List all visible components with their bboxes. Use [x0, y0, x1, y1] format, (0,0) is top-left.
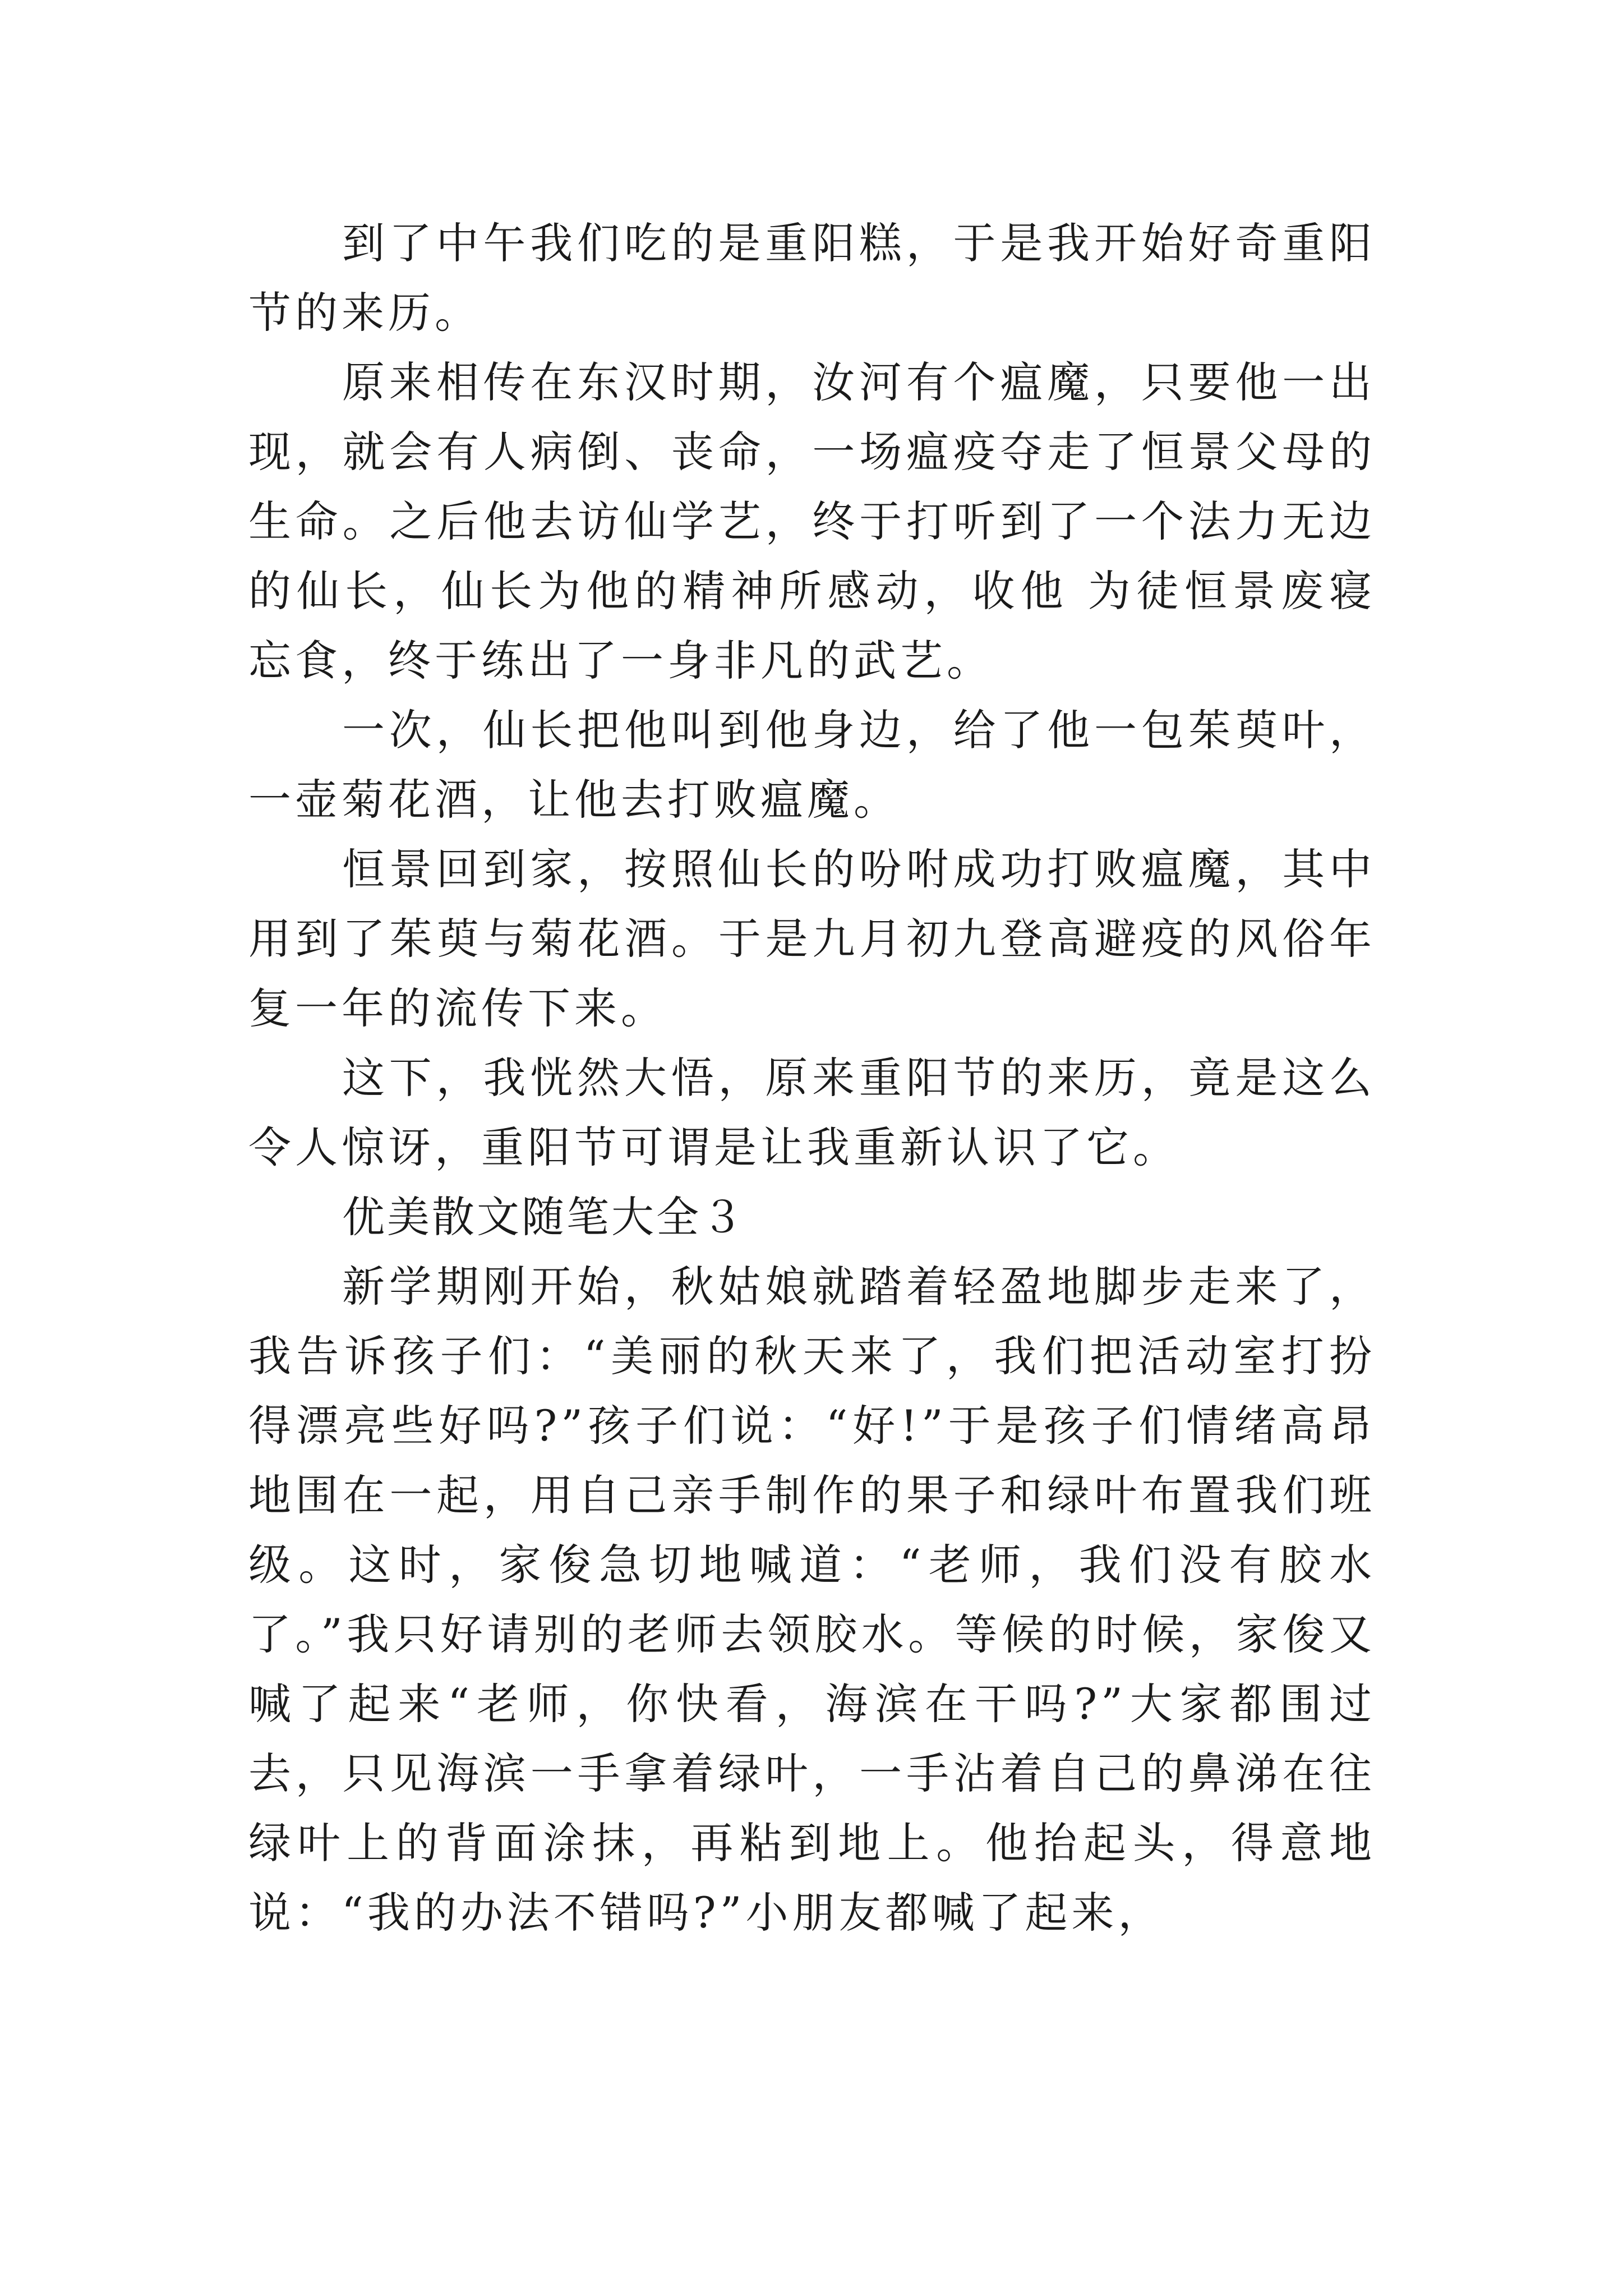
section-heading: 优美散文随笔大全３	[342, 1192, 746, 1242]
paragraph-legend-origin: 原来相传在东汉时期，汝河有个瘟魔，只要他一出现，就会有人病倒、丧命，一场瘟疫夺走了恒景父母的生命。之后他去访仙学艺，终于打听到了一个法力无边的仙长，仙长为他的精神所感动，收他 为徒恒景废寝忘食，终于练出了一身非凡的武艺。	[248, 357, 1376, 685]
paragraph-autumn-classroom: 新学期刚开始，秋姑娘就踏着轻盈地脚步走来了，我告诉孩子们：“美丽的秋天来了，我们把活动室打扮得漂亮些好吗?”孩子们说：“好!”于是孩子们情绪高昂地围在一起，用自己亲手制作的果子和绿叶布置我们班级。这时，家俊急切地喊道：“老师，我们没有胶水了。”我只好请别的老师去领胶水。等候的时候，家俊又喊了起来“老师，你快看，海滨在干吗?”大家都围过去，只见海滨一手拿着绿叶，一手沾着自己的鼻涕在往绿叶上的背面涂抹，再粘到地上。他抬起头，得意地说：“我的办法不错吗?”小朋友都喊了起来，	[248, 1262, 1376, 1938]
paragraph-chongyang-cake: 到了中午我们吃的是重阳糕，于是我开始好奇重阳节的来历。	[248, 218, 1376, 338]
paragraph-immortal-gift: 一次，仙长把他叫到他身边，给了他一包茱萸叶，一壶菊花酒，让他去打败瘟魔。	[248, 705, 1376, 825]
document-body	[248, 209, 1376, 1948]
paragraph-realization: 这下，我恍然大悟，原来重阳节的来历，竟是这么令人惊讶，重阳节可谓是让我重新认识了它。	[248, 1053, 1376, 1172]
paragraph-defeat-demon: 恒景回到家，按照仙长的吩咐成功打败瘟魔，其中用到了茱萸与菊花酒。于是九月初九登高避疫的风俗年复一年的流传下来。	[248, 844, 1376, 1033]
